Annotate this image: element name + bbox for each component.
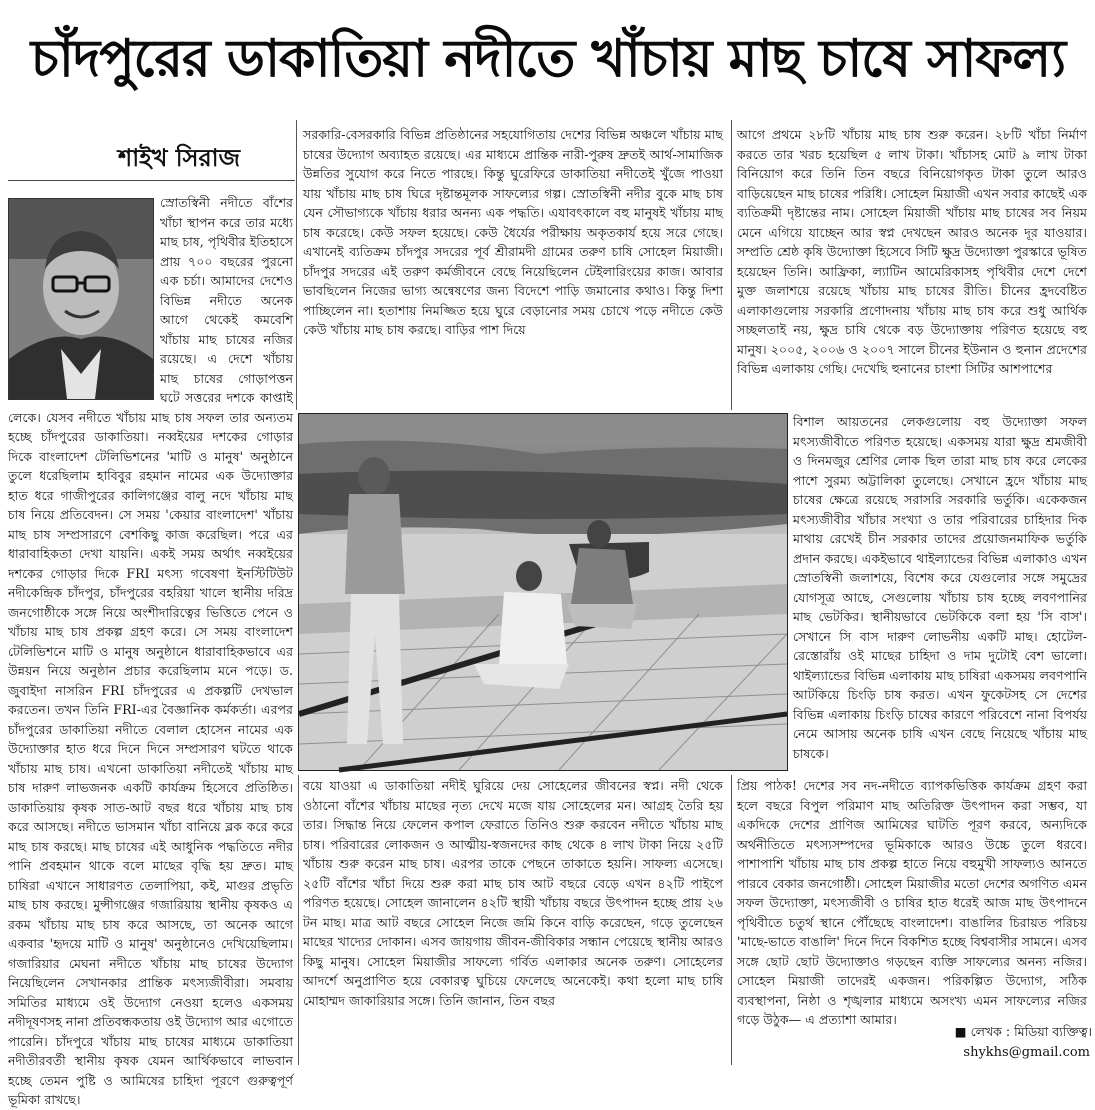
headline: চাঁদপুরের ডাকাতিয়া নদীতে খাঁচায় মাছ চাষে সাফল্য	[30, 29, 1066, 89]
byline: শাইখ সিরাজ	[118, 144, 241, 172]
column-1-text-wrap	[8, 193, 293, 1107]
author-email: shykhs@gmail.com	[963, 1045, 1090, 1060]
column-2-bottom-text: বয়ে যাওয়া এ ডাকাতিয়া নদীই ঘুরিয়ে দেয় সোহেলের জীবনের স্বপ্ন। নদী থেকে ওঠানো বাঁশের খাঁচায় মাছের নৃত্য দেখে মজে যায় সোহেলের মন। আগ্রহ তৈরি হয় তার। সিদ্ধান্ত নিয়ে ফেলেন কপাল ফেরাতে তিনিও শুরু করবেন নদীতে খাঁচায় মাছ চাষ। পরিবারের লোকজন ও আত্মীয়-স্বজনদের কাছ থেকে ৪ লাখ টাকা নিয়ে ২৫টি খাঁচায় শুরু করেন মাছ চাষ। এরপর তাকে পেছনে তাকাতে হয়নি। সাফল্য এসেছে। ২৫টি বাঁশের খাঁচা দিয়ে শুরু করা মাছ চাষ আট বছরে বেড়ে এখন ৪২টি পাইপে পরিণত হয়েছে। সোহেল জানালেন ৪২টি স্থায়ী খাঁচায় বছরে উৎপাদন হচ্ছে প্রায় ২৬ টন মাছ। মাত্র আট বছরে সোহেল নিজে জমি কিনে বাড়ি করেছেন, গড়ে তুলেছেন মাছের খাদ্যের দোকান। এসব জায়গায় জীবন-জীবিকার সন্ধান পেয়েছে স্থানীয় আরও কিছু মানুষ। সোহেল মিয়াজীর সাফল্যে গর্বিত এলাকার অনেক তরুণ। সোহেলের আদর্শে অনুপ্রাণিত হয়ে বেকারত্ব ঘুচিয়ে ফেলেছে অনেকেই। কথা হলো মাছ চাষি মোহাম্মদ জাকারিয়ার সঙ্গে। তিনি জানান, তিন বছর	[303, 778, 723, 1008]
column-divider-3	[731, 775, 732, 1065]
column-divider-2	[731, 120, 732, 410]
column-3-middle-text: বিশাল আয়তনের লেকগুলোয় বহু উদ্যোক্তা সফল মৎস্যজীবীতে পরিণত হয়েছে। একসময় যারা ক্ষুদ্র শ্রমজীবী ও দিনমজুর শ্রেণির লোক ছিল তারা মাছ চাষ করে লেকের পাশে সুরম্য অট্টালিকা তুলেছে। সেখানে হ্রদে খাঁচায় মাছ চাষের ক্ষেত্রে রয়েছে সরাসরি সরকারি ভর্তুকি। একেকজন মৎস্যজীবীর খাঁচার সংখ্যা ও তার পরিবারের চাহিদার দিক মাথায় রেখেই চীন সরকার তাদের প্রয়োজনমাফিক ভর্তুকি প্রদান করছে। একইভাবে থাইল্যান্ডের বিভিন্ন এলাকাও এখন স্রোতস্বিনী জলাশয়ে, বিশেষ করে যেগুলোর সঙ্গে সমুদ্রের যোগসূত্র আছে, সেগুলোয় খাঁচায় চাষ হচ্ছে লবণপানির মাছ ভেটকির। স্থানীয়ভাবে ভেটকিকে বলা হয় 'সি বাস'। সেখানে সি বাস দারুণ লোভনীয় একটি মাছ। হোটেল-রেস্তোরাঁয় ওই মাছের চাহিদা ও দাম দুটোই বেশ ভালো। থাইল্যান্ডের বিভিন্ন এলাকায় মাছ চাষিরা একসময় লবণপানি আটকিয়ে চিংড়ি চাষ করত। এখন ফুকেটসহ সে দেশের বিভিন্ন এলাকায় চিংড়ি চাষের কারণে পরিবেশে নানা বিপর্যয় নেমে আসায় অনেক চাষি এখন বেছে নিয়েছে খাঁচায় মাছ চাষকে।	[793, 414, 1087, 761]
column-3-bottom-text: প্রিয় পাঠক! দেশের সব নদ-নদীতে ব্যাপকভিত্তিক কার্যক্রম গ্রহণ করা হলে বছরে বিপুল পরিমাণ মাছ অতিরিক্ত উৎপাদন করা সম্ভব, যা একদিকে দেশের প্রাণিজ আমিষের ঘাটতি পূরণ করবে, অন্যদিকে অর্থনীতিতে মৎস্যসম্পদের ভূমিকাকে আরও উচ্চে তুলে ধরবে। পাশাপাশি খাঁচায় মাছ চাষ প্রকল্প হাতে নিয়ে বহুমুখী সাফল্যও আনতে পারবে বেকার জনগোষ্ঠী। সোহেল মিয়াজীর মতো দেশের অগণিত এমন সফল উদ্যোক্তা, মৎস্যজীবী ও চাষির হাত ধরেই আজ মাছ উৎপাদনে পৃথিবীতে চতুর্থ স্থানে পৌঁছেছে বাংলাদেশ। বাঙালির চিরায়ত পরিচয় 'মাছে-ভাতে বাঙালি' দিনে দিনে বিকশিত হচ্ছে বিশ্ববাসীর সামনে। এসব সঙ্গে ছোট ছোট উদ্যোক্তাও গড়ছেন ব্যক্তি সাফল্যের অনন্য নজির। সোহেল মিয়াজী তাদেরই একজন। পরিকল্পিত উদ্যোগ, সঠিক ব্যবস্থাপনা, নিষ্ঠা ও শৃঙ্খলার মাধ্যমে অসংখ্য এমন সাফল্যের নজির গড়ে উঠুক— এ প্রত্যাশা আমার।	[737, 778, 1087, 1027]
column-divider-4	[298, 775, 299, 1065]
column-3-top-text: আগে প্রথমে ২৮টি খাঁচায় মাছ চাষ শুরু করেন। ২৮টি খাঁচা নির্মাণ করতে তার খরচ হয়েছিল ৫ লাখ টাকা। খাঁচাসহ মোট ৯ লাখ টাকা বিনিয়োগ করে তিনি তিন বছরে বিনিয়োগকৃত টাকা তুলে আরও বাড়িয়েছেন মাছ চাষের পরিধি। সোহেল মিয়াজী এখন সবার কাছেই এক ব্যতিক্রমী দৃষ্টান্তের নাম। সোহেল মিয়াজী খাঁচায় মাছ চাষের সব নিয়ম মেনে এগিয়ে যাচ্ছেন আর স্বপ্ন দেখছেন আরও অনেক দূর যাওয়ার। সম্প্রতি শ্রেষ্ঠ কৃষি উদ্যোক্তা হিসেবে সিটি ক্ষুদ্র উদ্যোক্তা পুরস্কারে ভূষিত হয়েছেন তিনি। আফ্রিকা, ল্যাটিন আমেরিকাসহ পৃথিবীর দেশে দেশে মুক্ত জলাশয়ে রয়েছে খাঁচায় মাছ চাষের রীতি। চীনের হ্রদবেষ্টিত এলাকাগুলোয় সরকারি প্রণোদনায় খাঁচায় মাছ চাষ করে শুধু আর্থিক সচ্ছলতাই নয়, ক্ষুদ্র চাষি থেকে বড় উদ্যোক্তায় পরিণত হয়েছে বহু মানুষ। ২০০৫, ২০০৬ ও ২০০৭ সালে চীনের ইউনান ও হুনান প্রদেশের বিভিন্ন এলাকায় গেছি। দেখেছি হুনানের চাংশা সিটির আশপাশের	[737, 127, 1087, 376]
column-divider-1	[296, 120, 297, 410]
portrait-spacer	[8, 193, 160, 400]
column-2-top-text: সরকারি-বেসরকারি বিভিন্ন প্রতিষ্ঠানের সহযোগিতায় দেশের বিভিন্ন অঞ্চলে খাঁচায় মাছ চাষের উদ্যোগ অব্যাহত রয়েছে। এর মাধ্যমে প্রান্তিক নারী-পুরুষ দ্রুতই আর্থ-সামাজিক উন্নতির সুযোগ করে নিতে পারছে। কিন্তু ঘুরেফিরে ডাকাতিয়া নদীতেই খুঁজে পাওয়া যায় খাঁচায় মাছ চাষ ঘিরে দৃষ্টান্তমূলক সাফল্যের গল্প। স্রোতস্বিনী নদীর বুকে মাছ চাষ যেন সৌভাগ্যকে খাঁচায় ধরার অনন্য এক পদ্ধতি। এযাবৎকালে বহু মানুষই খাঁচায় মাছ চাষ করেছে। কেউ সফল হয়েছে। কেউ ধৈর্যের পরীক্ষায় অকৃতকার্য হয়ে সরে গেছে। এখানেই ব্যতিক্রম চাঁদপুর সদরের পূর্ব শ্রীরামদী গ্রামের তরুণ চাষি সোহেল মিয়াজী। চাঁদপুর সদরের এই তরুণ কর্মজীবনে বেছে নিয়েছিলেন টেইলারিংয়ের কাজ। আবার ভাবছিলেন নিজের ভাগ্য অন্বেষণের জন্য বিদেশে পাড়ি জমানোর কথাও। কিন্তু দিশা পাচ্ছিলেন না। হতাশায় নিমজ্জিত হয়ে ঘুরে বেড়ানোর সময় চোখে পড়ে নদীতে কেউ কেউ খাঁচায় মাছ চাষ করছে। বাড়ির পাশ দিয়ে	[303, 127, 723, 337]
byline-rule	[8, 180, 295, 181]
fish-farming-photo-graphic	[299, 414, 787, 770]
fish-farming-photo	[298, 413, 788, 771]
author-designation: ■ লেখক : মিডিয়া ব্যক্তিত্ব।	[954, 1024, 1092, 1039]
column-1-text: স্রোতস্বিনী নদীতে বাঁশের খাঁচা স্থাপন করে তার মধ্যে মাছ চাষ, পৃথিবীর ইতিহাসে প্রায় ৭০০ বছরের পুরনো এক চর্চা। আমাদের দেশেও বিভিন্ন নদীতে অনেক আগে থেকেই কমবেশি খাঁচায় মাছ চাষের নজির রয়েছে। এ দেশে খাঁচায় মাছ চাষের গোড়াপত্তন ঘটে সত্তরের দশকে কাপ্তাই লেকে। যেসব নদীতে খাঁচায় মাছ চাষ সফল তার অন্যতম হচ্ছে চাঁদপুরের ডাকাতিয়া। নব্বইয়ের দশকের গোড়ার দিকে বাংলাদেশ টেলিভিশনের 'মাটি ও মানুষ' অনুষ্ঠানে তুলে ধরেছিলাম হাবিবুর রহমান নামের এক উদ্যোক্তার হাত ধরে গাজীপুরের কালিগঞ্জের বালু নদে খাঁচায় মাছ চাষ নিয়ে প্রতিবেদন। সে সময় 'কেয়ার বাংলাদেশ' খাঁচায় মাছ চাষ সম্প্রসারণে বেশকিছু কাজ করেছিল। পরে এর ধারাবাহিকতা দেখা যায়নি। একই সময় অর্থাৎ নব্বইয়ের দশকের গোড়ার দিকে FRI মৎস্য গবেষণা ইনস্টিটিউট নদীকেন্দ্রিক চাঁদপুর, চাঁদপুরের বহরিয়া খালে স্থানীয় দরিদ্র জনগোষ্ঠীকে সঙ্গে নিয়ে অংশীদারিত্বের ভিত্তিতে পেনে ও খাঁচায় মাছ চাষ প্রকল্প গ্রহণ করে। সে সময় বাংলাদেশ টেলিভিশনে মাটি ও মানুষ অনুষ্ঠানে ধারাবাহিকভাবে এর উন্নয়ন নিয়ে অনুষ্ঠান প্রচার করেছিলাম মনে পড়ে। ড. জুবাইদা নাসরিন FRI চাঁদপুরের এ প্রকল্পটি দেখভাল করতেন। তখন তিনি FRI-এর বৈজ্ঞানিক কর্মকর্তা। এরপর চাঁদপুরের ডাকাতিয়া নদীতে বেলাল হোসেন নামের এক উদ্যোক্তার হাত ধরে দিনে দিনে সম্প্রসারণ ঘটতে থাকে খাঁচায় মাছ চাষ। এখনো ডাকাতিয়া নদীতেই খাঁচায় মাছ চাষ দারুণ লাভজনক একটি কার্যক্রম হিসেবে প্রতিষ্ঠিত। ডাকাতিয়ায় কৃষক সাত-আট বছর ধরে খাঁচায় মাছ চাষ করে আসছে। নদীতে ভাসমান খাঁচা বানিয়ে ব্লক করে করে মাছ চাষ করছে। মাছ চাষের এই আধুনিক পদ্ধতিতে নদীর পানি প্রবহমান থাকে বলে মাছের বৃদ্ধি হয় দ্রুত। মাছ চাষিরা এখানে সাধারণত তেলাপিয়া, কই, মাগুর প্রভৃতি মাছ চাষ করছে। মুন্সীগঞ্জের গজারিয়ায় স্থানীয় কৃষকও এ রকম খাঁচায় মাছ চাষ করে আসছে, তা অনেক আগে একবার 'হৃদয়ে মাটি ও মানুষ' অনুষ্ঠানেও দেখিয়েছিলাম। গজারিয়ার মেঘনা নদীতে খাঁচায় মাছ চাষের উদ্যোগ নিয়েছিলেন সেখানকার প্রান্তিক মৎস্যজীবীরা। সমবায় সমিতির মাধ্যমে ওই উদ্যোগ নেওয়া হলেও একসময় নদীদূষণসহ নানা প্রতিবন্ধকতায় ওই উদ্যোগ আর এগোতে পারেনি। চাঁদপুরে খাঁচায় মাছ চাষের মাধ্যমে ডাকাতিয়া নদীতীরবর্তী স্থানীয় কৃষক যেমন আর্থিকভাবে লাভবান হচ্ছে তেমন পুষ্টি ও আমিষের চাহিদা পূরণে গুরুত্বপূর্ণ ভূমিকা রাখছে।	[8, 195, 293, 1107]
